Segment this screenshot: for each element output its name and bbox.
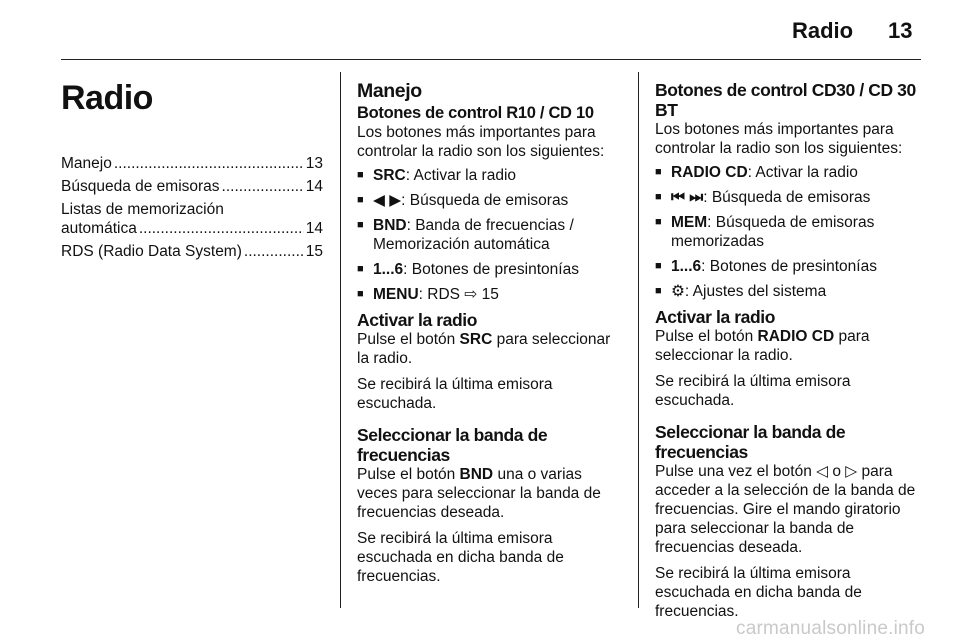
- control-description: : Banda de frecuencias / Memorización automática: [373, 217, 574, 253]
- control-key: 1...6: [373, 261, 404, 278]
- settings-icon: ⚙: [671, 283, 685, 300]
- toc-entry-label-line: Listas de memorización: [61, 201, 224, 218]
- control-description: : Activar la radio: [747, 164, 858, 181]
- page-number: 13: [888, 18, 913, 43]
- toc-entry[interactable]: [61, 242, 323, 261]
- subsection-heading: Botones de control CD30 / CD 30 BT: [655, 80, 916, 120]
- toc-entry-label: Manejo: [61, 155, 112, 172]
- seek-buttons-icon: ⏮ ⏭: [671, 189, 704, 206]
- control-key: BND: [373, 217, 407, 234]
- toc-entry-page: 13: [305, 155, 323, 172]
- content-column-3: [655, 80, 925, 628]
- list-item: [357, 216, 625, 254]
- control-key: MEM: [671, 214, 708, 231]
- bullet-square-icon: ■: [655, 216, 662, 228]
- paragraph: Se recibirá la última emisora escuchada.: [357, 376, 553, 412]
- control-description: : Búsqueda de emisoras: [401, 192, 569, 209]
- toc-entry[interactable]: [61, 154, 323, 173]
- chapter-title: Radio: [61, 79, 153, 117]
- bullet-square-icon: ■: [655, 285, 662, 297]
- bullet-square-icon: ■: [655, 260, 662, 272]
- control-description: : Ajustes del sistema: [684, 283, 827, 300]
- control-key: SRC: [459, 331, 493, 348]
- page-header-title: Radio: [792, 18, 854, 43]
- bullet-square-icon: ■: [357, 263, 364, 275]
- toc-column: [61, 80, 323, 265]
- section-heading: Seleccionar la banda de frecuencias: [655, 422, 846, 462]
- bullet-square-icon: ■: [655, 191, 662, 203]
- toc-leader-dots: [222, 177, 304, 196]
- section-heading: Activar la radio: [655, 307, 776, 327]
- paragraph: Pulse el botón SRC para seleccionar la radio.: [357, 331, 611, 367]
- control-description: : Búsqueda de emisoras: [703, 189, 871, 206]
- toc-entry-page: 15: [305, 243, 323, 260]
- paragraph: Pulse el botón BND una o varias veces para seleccionar la banda de frecuencias deseada.: [357, 466, 601, 521]
- control-description: : Búsqueda de emisoras memorizadas: [671, 214, 875, 250]
- list-item: [357, 191, 625, 210]
- control-list: [357, 166, 625, 304]
- section-heading: Manejo: [357, 80, 422, 102]
- header-rule: [61, 59, 921, 60]
- watermark: carmanualsonline.info: [736, 618, 926, 639]
- list-item: [357, 166, 625, 185]
- control-key: MENU: [373, 286, 419, 303]
- section-heading: Activar la radio: [357, 310, 478, 330]
- paragraph: Los botones más importantes para controlar la radio son los siguientes:: [357, 124, 605, 160]
- subsection-heading: Botones de control R10 / CD 10: [357, 104, 594, 122]
- bullet-square-icon: ■: [357, 219, 364, 231]
- control-description: : Botones de presintonías: [403, 261, 579, 278]
- paragraph: Pulse una vez el botón ◁ o ▷ para acceder a la selección de la banda de frecuencias. Gire el mando giratorio para seleccionar la banda de frecuencias deseada.: [655, 463, 916, 556]
- toc-leader-dots: [139, 219, 304, 238]
- paragraph: Los botones más importantes para controlar la radio son los siguientes:: [655, 121, 903, 157]
- paragraph: Se recibirá la última emisora escuchada en dicha banda de frecuencias.: [357, 530, 564, 585]
- list-item: [655, 163, 925, 182]
- toc-entry-label: automática: [61, 220, 137, 237]
- content-column-2: [357, 80, 625, 593]
- toc-entry[interactable]: [61, 200, 323, 238]
- control-key: BND: [459, 466, 494, 483]
- list-item: [655, 188, 925, 207]
- bullet-square-icon: ■: [357, 288, 364, 300]
- control-description: : Activar la radio: [405, 167, 517, 184]
- paragraph: Se recibirá la última emisora escuchada en dicha banda de frecuencias.: [655, 565, 862, 620]
- bullet-square-icon: ■: [357, 169, 364, 181]
- control-key: ◀ ▶: [373, 192, 402, 209]
- section-heading: Seleccionar la banda de frecuencias: [357, 425, 548, 465]
- control-key: RADIO CD: [757, 328, 835, 345]
- control-list: [655, 163, 925, 301]
- table-of-contents: [61, 154, 323, 261]
- toc-leader-dots: [244, 242, 304, 261]
- paragraph: Pulse el botón RADIO CD para seleccionar la radio.: [655, 328, 870, 364]
- toc-entry[interactable]: [61, 177, 323, 196]
- list-item: [655, 257, 925, 276]
- control-description: : Botones de presintonías: [701, 258, 877, 275]
- toc-entry-page: 14: [305, 178, 323, 195]
- list-item: [357, 260, 625, 279]
- list-item: [655, 213, 925, 251]
- toc-entry-page: 14: [305, 220, 323, 237]
- list-item: [655, 282, 925, 301]
- control-description: : RDS ⇨ 15: [418, 286, 499, 303]
- paragraph: Se recibirá la última emisora escuchada.: [655, 373, 851, 409]
- column-divider-2: [638, 72, 639, 608]
- bullet-square-icon: ■: [655, 166, 662, 178]
- control-key: SRC: [373, 167, 406, 184]
- control-key: RADIO CD: [671, 164, 748, 181]
- list-item: [357, 285, 625, 304]
- toc-entry-label: Búsqueda de emisoras: [61, 178, 220, 195]
- toc-leader-dots: [114, 154, 304, 173]
- toc-entry-label: RDS (Radio Data System): [61, 243, 242, 260]
- column-divider-1: [340, 72, 341, 608]
- bullet-square-icon: ■: [357, 194, 364, 206]
- control-key: 1...6: [671, 258, 702, 275]
